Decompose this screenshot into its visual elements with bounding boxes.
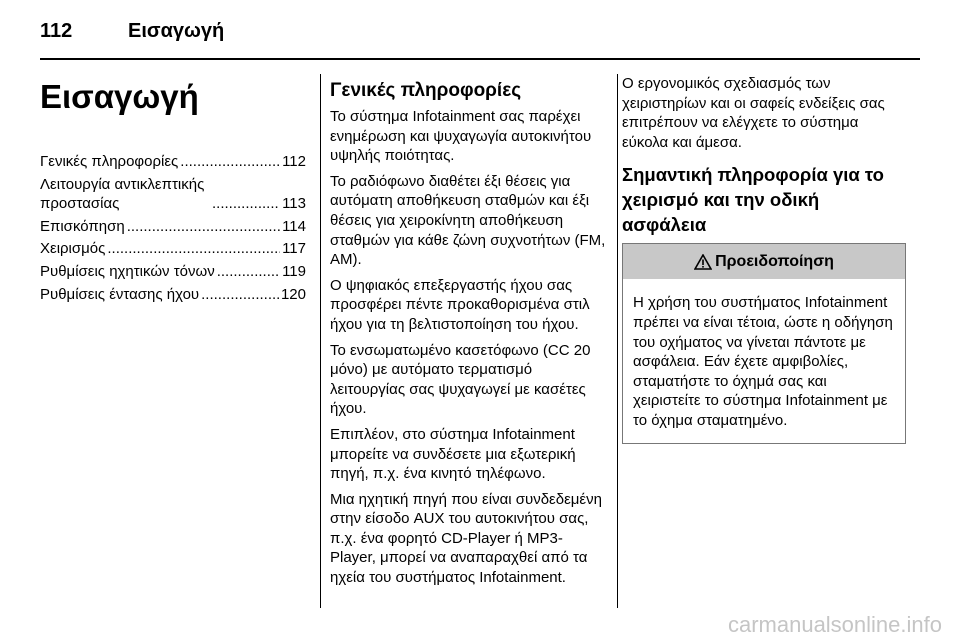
paragraph: Μια ηχητική πηγή που είναι συνδεδεμένη στην είσοδο AUX του αυτοκινήτου σας, π.χ. ένα φορητό CD-Player ή MP3-Player, μπορεί να αναπαραχθεί από τα ηχεία του συστήματος Infotainment. <box>330 490 602 587</box>
toc-item-general[interactable] <box>40 152 306 172</box>
watermark: carmanualsonline.info <box>727 612 942 637</box>
section-title: Εισαγωγή <box>128 20 225 42</box>
warning-label: Προειδοποίηση <box>715 253 834 271</box>
toc-item-page: 113 <box>282 195 306 213</box>
toc-item-operation[interactable] <box>40 239 306 259</box>
toc-item-title: Χειρισμός <box>40 240 106 258</box>
toc-item-antitheft[interactable] <box>40 175 306 214</box>
warning-box <box>622 243 906 443</box>
paragraph: Το ραδιόφωνο διαθέτει έξι θέσεις για αυτόματη αποθήκευση σταθμών και έξι θέσεις για χειροκίνητη αποθήκευση σταθμών για κάθε ζώνη συχνοτήτων (FM, AM). <box>330 172 606 269</box>
toc-item-volume-settings[interactable] <box>40 285 306 305</box>
toc-item-overview[interactable] <box>40 217 306 237</box>
toc-item-title: Ρυθμίσεις ηχητικών τόνων <box>40 262 215 280</box>
toc-item-page: 120 <box>280 285 306 303</box>
paragraph: Επιπλέον, στο σύστημα Infotainment μπορείτε να συνδέσετε μια εξωτερική πηγή, π.χ. ένα κινητό τηλέφωνο. <box>330 425 576 483</box>
chapter-title: Εισαγωγή <box>40 78 199 115</box>
toc-item-tone-settings[interactable] <box>40 262 306 282</box>
section-heading: Σημαντική πληροφορία για το χειρισμό και την οδική ασφάλεια <box>622 164 884 236</box>
column-divider <box>320 74 321 608</box>
table-of-contents <box>40 152 306 307</box>
column-divider <box>617 74 618 608</box>
toc-item-page: 112 <box>282 153 306 170</box>
toc-item-title: Γενικές πληροφορίες <box>40 153 179 170</box>
section-heading: Γενικές πληροφορίες <box>330 80 522 101</box>
toc-item-page: 114 <box>282 217 306 235</box>
safety-column <box>622 74 906 444</box>
warning-text: Η χρήση του συστήματος Infotainment πρέπει να είναι τέτοια, ώστε η οδήγηση του οχήματος να γίνεται πάντοτε με ασφάλεια. Εάν έχετε αμφιβολίες, σταματήστε το όχημά σας και χειριστείτε το σύστημα Infotainment με το όχημα σταματημένο. <box>633 294 893 429</box>
paragraph: Ο εργονομικός σχεδιασμός των χειριστηρίων και οι σαφείς ενδείξεις σας επιτρέπουν να ελέγχετε το σύστημα εύκολα και άμεσα. <box>622 75 885 151</box>
paragraph: Το ενσωματωμένο κασετόφωνο (CC 20 μόνο) με αυτόματο τερματισμό λειτουργίας σας ψυχαγωγεί με κασέτες ήχου. <box>330 341 591 418</box>
toc-item-title: Ρυθμίσεις έντασης ήχου <box>40 285 200 303</box>
toc-item-title: Λειτουργία αντικλεπτικής προστασίας <box>40 175 205 213</box>
paragraph: Το σύστημα Infotainment σας παρέχει ενημέρωση και ψυχαγωγία αυτοκινήτου υψηλής ποιότητας. <box>330 108 592 165</box>
paragraph: Ο ψηφιακός επεξεργαστής ήχου σας προσφέρει πέντε προκαθορισμένα στιλ ήχου για τη βελτιστοποίηση του ήχου. <box>330 276 590 333</box>
toc-item-title: Επισκόπηση <box>40 217 125 235</box>
page-number: 112 <box>40 20 73 42</box>
warning-header <box>623 244 905 279</box>
toc-item-page: 119 <box>282 262 306 280</box>
page-header <box>40 16 920 60</box>
toc-item-page: 117 <box>282 240 306 258</box>
warning-triangle-icon <box>694 254 712 270</box>
general-info-column <box>330 78 606 594</box>
